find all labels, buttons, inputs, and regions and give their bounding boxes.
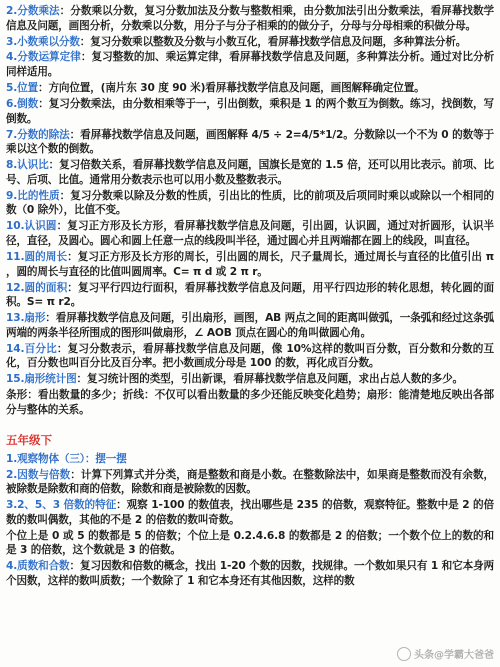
list-item: 3.小数乘以分数：复习分数乘以整数及分数与小数互化，看屏幕找数学信息及问题，多种算法分析。 xyxy=(6,35,467,48)
list-item: 15.扇形统计图：复习统计图的类型，引出新课，看屏幕找数学信息及问题，求出占总人数的多少。 xyxy=(6,373,463,386)
list-item: 4.质数和合数：复习因数和倍数的概念，找出 1-20 个数的因数，找规律。一个数如果只有 1 和它本身两个因数，这样的数叫质数；一个数除了 1 和它本身还有其他因数，这样的数 xyxy=(6,560,494,587)
list-item: 条形：看出数量的多少；折线：不仅可以看出数量的多少还能反映变化趋势；扇形：能清楚地反映出各部分与整体的关系。 xyxy=(6,389,494,416)
item-list-grade5-lower xyxy=(6,452,494,589)
list-item: 8.认识比：复习倍数关系，看屏幕找数学信息及问题，国旗长是宽的 1.5 倍，还可以用比表示。前项、比号、后项、比值。通常用分数表示也可以用小数及整数表示。 xyxy=(6,159,494,186)
list-item: 6.倒数：复习分数乘法，由分数相乘等于一，引出倒数，乘积是 1 的两个数互为倒数。练习，找倒数，写倒数。 xyxy=(6,97,494,125)
watermark-text: 头条@学霸大爸爸 xyxy=(414,650,494,661)
list-item: 4.分数运算定律：复习整数的加、乘运算定律，看屏幕找数学信息及问题，多种算法分析。通过对比分析同样适用。 xyxy=(6,51,495,79)
section-title: 五年级下 xyxy=(6,432,52,447)
list-item: 10.认识圆：复习正方形及长方形，看屏幕找数学信息及问题，引出圆，认识圆，通过对折圆形，认识半径，直径，及圆心。圆心和圆上任意一点的线段叫半径，通过圆心并且两端都在圆上的线段，叫直径。 xyxy=(6,220,495,248)
list-item: 9.比的性质：复习分数乘以除及分数的性质，引出比的性质，比的前项及后项同时乘以或除以一个相同的数（0 除外），比值不变。 xyxy=(6,189,494,217)
list-item: 5.位置：方向位置，(南片东 30 度 90 米)看屏幕找数学信息及问题，画图解释确定位置。 xyxy=(6,82,425,95)
list-item: 12.圆的面积：复习平行四边行面积，看屏幕找数学信息及问题，用平行四边形的转化思想，转化圆的面积。S= π r2。 xyxy=(6,281,495,309)
list-item: 13.扇形：看屏幕找数学信息及问题，引出扇形，画图，AB 两点之间的距离叫做弧，一条弧和经过这条弧两端的两条半径所围成的图形叫做扇形，∠ AOB 顶点在圆心的角叫做圆心角。 xyxy=(6,312,494,339)
list-item: 个位上是 0 或 5 的数都是 5 的倍数；个位上是 0.2.4.6.8 的数都是 2 的倍数；一个数个位上的数的和是 3 的倍数，这个数就是 3 的倍数。 xyxy=(6,529,494,557)
document-page xyxy=(6,4,494,590)
watermark-logo-icon xyxy=(397,647,411,661)
watermark xyxy=(397,646,494,661)
list-item: 14.百分比：复习分数表示，看屏幕找数学信息及问题，像 10%这样的数叫百分数，百分数和分数的互化，百分数也叫百分比及百分率。把小数画成分母是 100 的数，再化成百分数。 xyxy=(6,342,494,370)
list-item: 2.因数与倍数：计算下列算式并分类，商是整数和商是小数。在整数除法中，如果商是整数而没有余数，被除数是除数和商的倍数，除数和商是被除数的因数。 xyxy=(6,468,494,496)
item-list-grade5-upper xyxy=(6,4,494,418)
list-item: 11.圆的周长：复习正方形及长方形的周长，引出圆的周长，尺子量周长，通过周长与直径的比值引出 π ，圆的周长与直径的比值叫圆周率。C= π d 或 2 π r。 xyxy=(6,250,494,278)
list-item: 1.观察物体（三）：摆一摆 xyxy=(6,452,127,465)
list-item: 7.分数的除法：看屏幕找数学信息及问题，画图解释 4/5 ÷ 2=4/5*1/2。分数除以一个不为 0 的数等于乘以这个数的倒数。 xyxy=(6,128,495,156)
list-item: 2.分数乘法：分数乘以分数，复习分数加法及分数与整数相乘，由分数加法引出分数乘法，看屏幕找数学信息及问题，画图分析，分数乘以分数，用分子与分子相乘的的做分子，分母与分母相乘的积做分母。 xyxy=(6,5,494,32)
list-item: 3.2、5、3 倍数的特征：观察 1-100 的数值表，找出哪些是 235 的倍数，观察特征。整数中是 2 的倍数的数叫偶数，其他的不是 2 的倍数的数叫奇数。 xyxy=(6,499,494,526)
